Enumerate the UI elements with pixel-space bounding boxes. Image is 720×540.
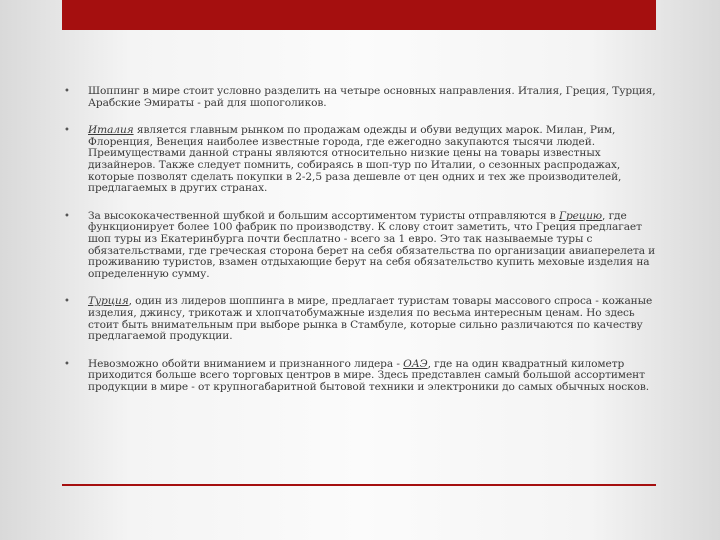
title-bar <box>62 0 656 30</box>
bullet-item-turkey <box>62 296 656 342</box>
bullet-icon: • <box>64 210 70 222</box>
bullet-icon: • <box>64 86 70 97</box>
bullet-list <box>62 86 656 393</box>
bullet-item-italy <box>62 125 656 195</box>
link-italy[interactable]: Италия <box>88 124 134 137</box>
link-greece[interactable]: Грецию <box>559 209 603 222</box>
bullet-text: , где функционирует более 100 фабрик по производству. К слову стоит заметить, что Греция предлагает шоп туры из Екатеринбурга почти бесплатно - всего за 1 евро. Это так называемые туры с обязательствами, где греческая сторона берет на себя обязательства по организации авиаперелета и проживанию туристов, взамен отдыхающие берут на себя обязательство купить меховые изделия на определенную сумму. <box>88 209 656 280</box>
bullet-text: , один из лидеров шоппинга в мире, предлагает туристам товары массового спроса - кожаные изделия, джинсу, трикотаж и хлопчатобумажные изделия по весьма интересным ценам. Но здесь стоит быть внимательным при выборе рынка в Стамбуле, которые сильно различаются по качеству предлагаемой продукции. <box>88 295 653 343</box>
link-turkey[interactable]: Турция <box>88 295 129 308</box>
bullet-icon: • <box>64 125 70 137</box>
footer-divider <box>62 484 656 486</box>
bullet-icon: • <box>64 296 70 308</box>
bullet-text: , где на один квадратный километр приходится больше всего торговых центров в мире. Здесь представлен самый большой ассортимент продукции в мире - от крупногабаритной бытовой техники и электроники до самых обычных носков. <box>88 357 649 393</box>
slide-content <box>62 86 656 409</box>
bullet-icon: • <box>64 358 70 370</box>
bullet-text-prefix: Невозможно обойти вниманием и признанного лидера - <box>88 357 404 370</box>
bullet-item-overview <box>62 86 656 109</box>
link-uae[interactable]: ОАЭ <box>403 357 428 370</box>
bullet-item-greece <box>62 211 656 281</box>
bullet-text: является главным рынком по продажам одежды и обуви ведущих марок. Милан, Рим, Флоренция, Венеция наиболее известные города, где ежегодно закупаются тысячи людей. Преимуществами данной страны являются относительно низкие цены на товары известных дизайнеров. Также следует помнить, собираясь в шоп-тур по Италии, о сезонных распродажах, которые позволят сделать покупки в 2-2,5 раза дешевле от цен одних и тех же производителей, предлагаемых в других странах. <box>88 124 622 195</box>
bullet-item-uae <box>62 359 656 394</box>
bullet-text-prefix: За высококачественной шубкой и большим ассортиментом туристы отправляются в <box>88 209 560 222</box>
bullet-text: Шоппинг в мире стоит условно разделить на четыре основных направления. Италия, Греция, Турция, Арабские Эмираты - рай для шопоголиков. <box>88 85 656 109</box>
